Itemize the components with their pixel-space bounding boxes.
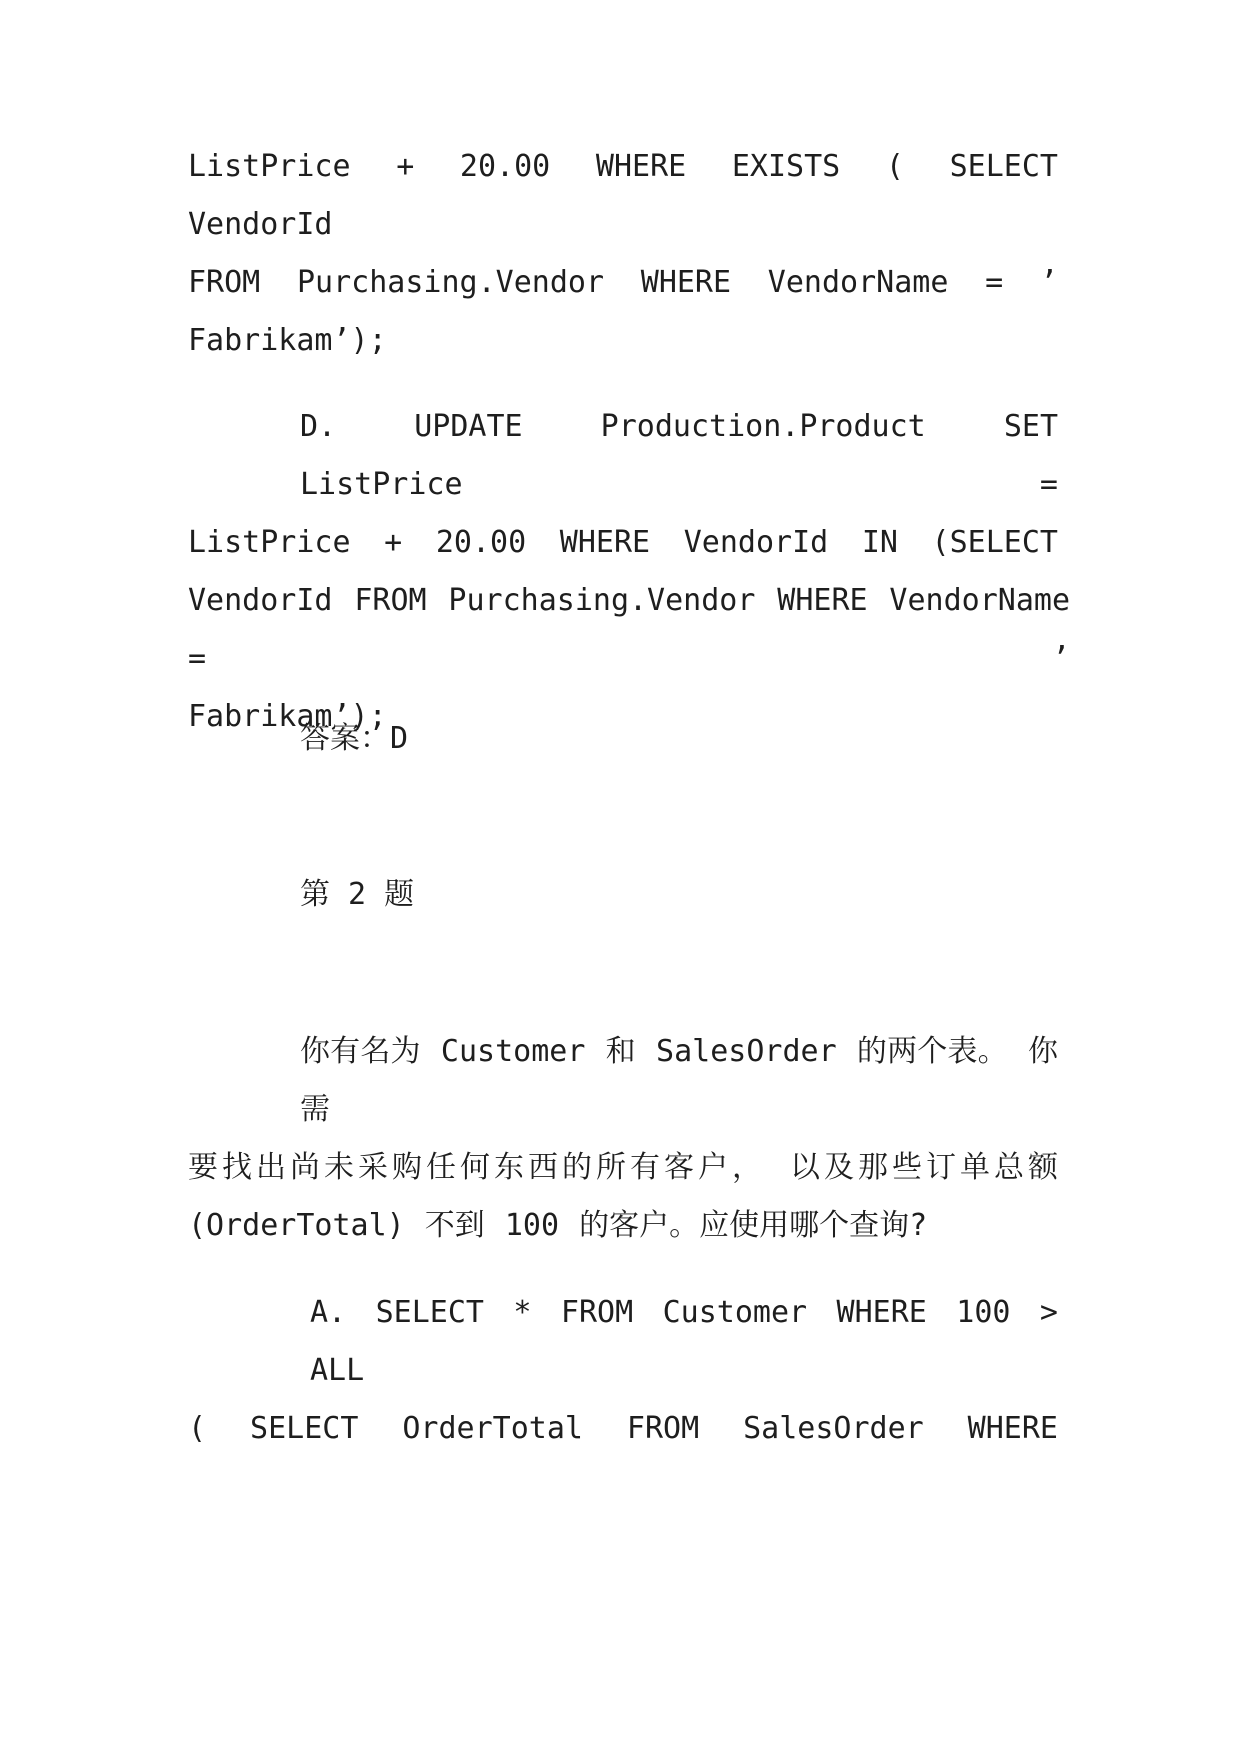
question-text — [188, 1023, 1058, 1255]
text-line: ListPrice + 20.00 WHERE EXISTS ( SELECT VendorId — [188, 149, 1058, 242]
text-line: A. SELECT * FROM Customer WHERE 100 > ALL — [310, 1295, 1058, 1388]
text-line: ListPrice + 20.00 WHERE VendorId IN (SELECT — [188, 525, 1058, 560]
question-number: 第 2 题 — [300, 877, 415, 912]
text-line: (OrderTotal) 不到 100 的客户。应使用哪个查询? — [188, 1208, 928, 1243]
text-line: Fabrikam’); — [188, 323, 387, 358]
text-line: FROM Purchasing.Vendor WHERE VendorName = ’ — [188, 265, 1058, 300]
option-a — [188, 1284, 1058, 1458]
text-line: Fabrikam’); — [188, 699, 387, 734]
option-c-continuation — [188, 138, 1058, 370]
answer-line: 答案：D — [300, 721, 409, 756]
text-line: 要找出尚未采购任何东西的所有客户， 以及那些订单总额 — [188, 1150, 1058, 1185]
option-d — [188, 398, 1070, 746]
text-line: ( SELECT OrderTotal FROM SalesOrder WHERE — [188, 1411, 1058, 1446]
text-line: 你有名为 Customer 和 SalesOrder 的两个表。 你需 — [300, 1034, 1058, 1127]
text-line: VendorId FROM Purchasing.Vendor WHERE VendorName = ’ — [188, 583, 1070, 676]
text-line: D. UPDATE Production.Product SET ListPrice = — [300, 409, 1058, 502]
